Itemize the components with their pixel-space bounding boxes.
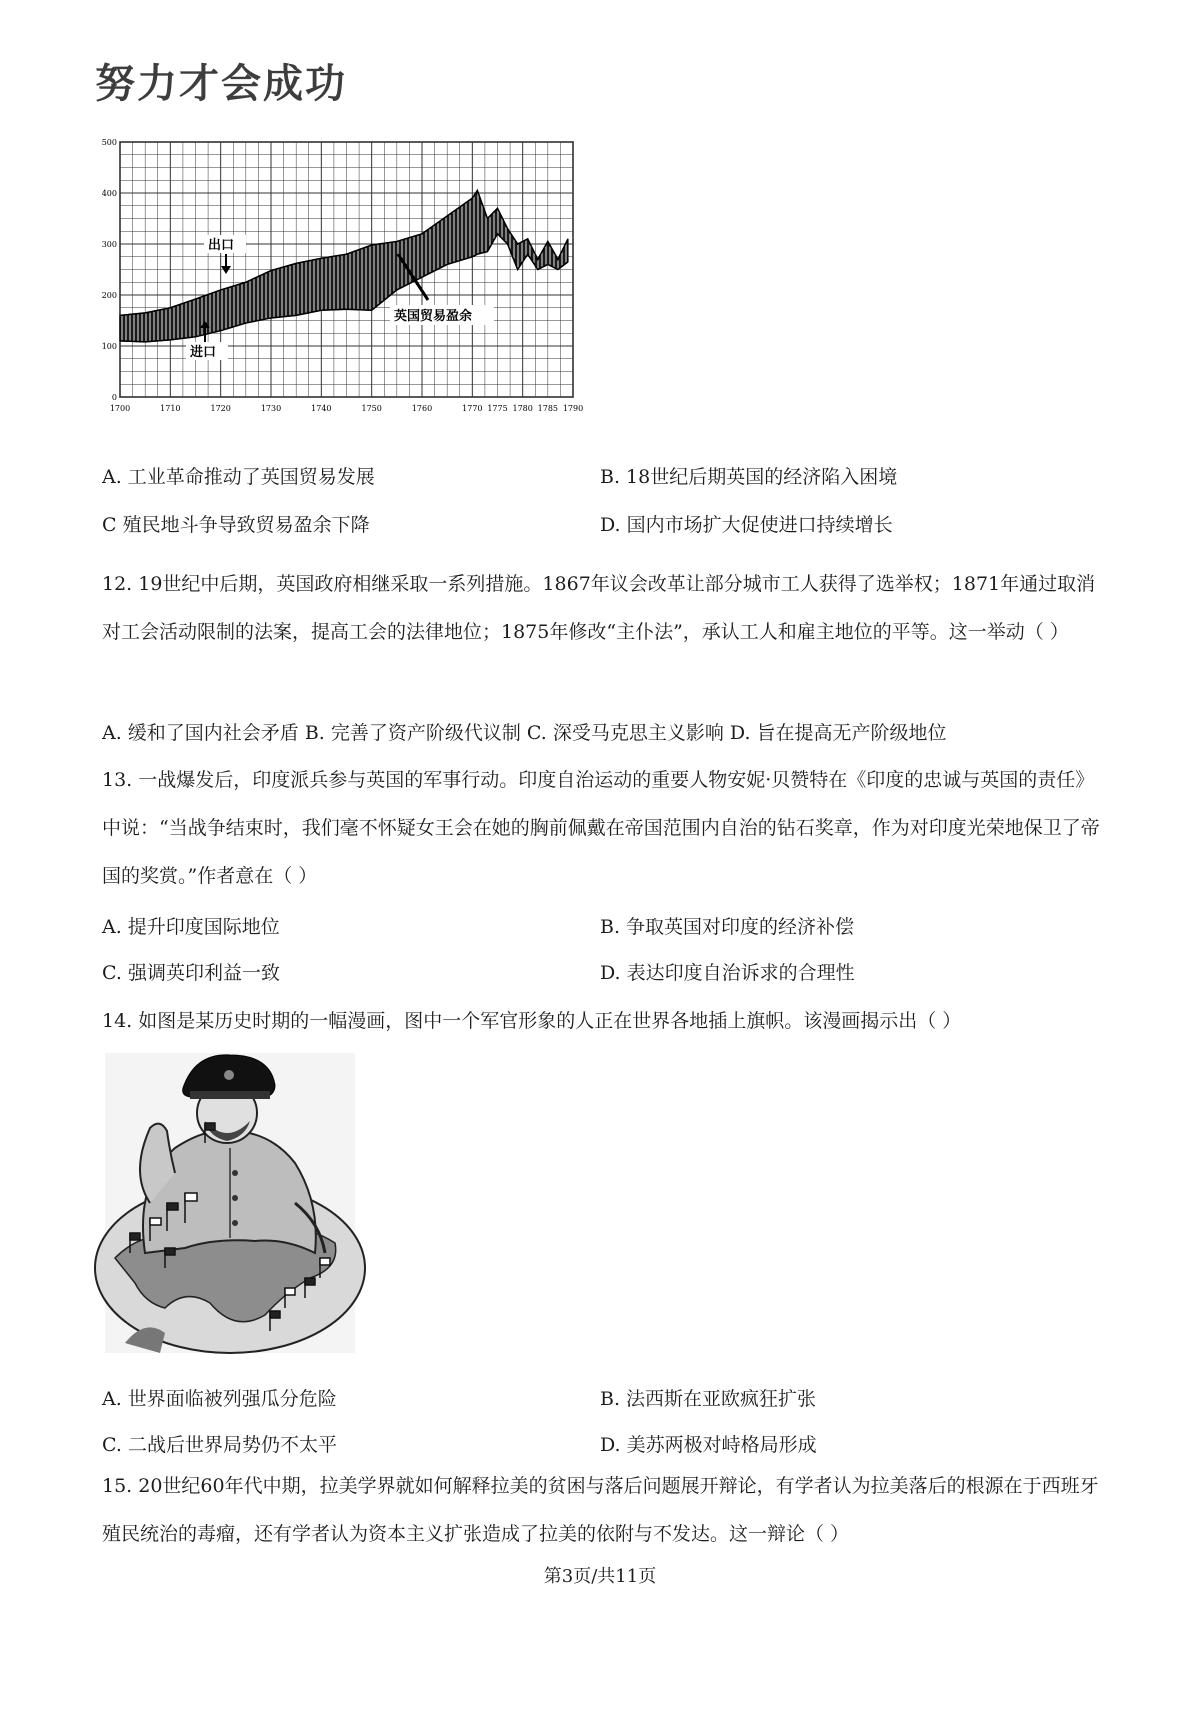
x-tick-label: 1730 xyxy=(260,404,282,413)
x-tick-label: 1775 xyxy=(487,404,508,413)
trade-surplus-area xyxy=(120,190,568,341)
trade-chart-svg xyxy=(101,132,648,422)
q14-stem: 14. 如图是某历史时期的一幅漫画，图中一个军官形象的人正在世界各地插上旗帜。该漫画揭示出（ ） xyxy=(102,1010,962,1032)
q13-stem: 13. 一战爆发后，印度派兵参与英国的军事行动。印度自治运动的重要人物安妮·贝赞特在《印度的忠诚与英国的责任》中说：“当战争结束时，我们毫不怀疑女王会在她的胸前佩戴在帝国范围内自治的钻石奖章，作为对印度光荣地保卫了帝国的奖赏。”作者意在（ ） xyxy=(102,769,1100,887)
y-tick-label: 300 xyxy=(101,240,117,249)
q13-option-b[interactable]: B. 争取英国对印度的经济补偿 xyxy=(600,916,855,938)
x-tick-label: 1740 xyxy=(311,404,332,413)
officer-cartoon xyxy=(105,1053,355,1357)
y-tick-label: 400 xyxy=(101,189,117,198)
q13-option-a[interactable]: A. 提升印度国际地位 xyxy=(102,916,280,938)
q15-stem: 15. 20世纪60年代中期，拉美学界就如何解释拉美的贫困与落后问题展开辩论，有学者认为拉美落后的根源在于西班牙殖民统治的毒瘤，还有学者认为资本主义扩张造成了拉美的依附与不发达。这一辩论（ ） xyxy=(102,1475,1099,1545)
x-tick-label: 1770 xyxy=(462,404,483,413)
q13-option-c[interactable]: C. 强调英印利益一致 xyxy=(102,962,280,984)
x-tick-label: 1720 xyxy=(210,404,231,413)
cartoon-illustration xyxy=(105,1053,355,1353)
q12-stem: 12. 19世纪中后期，英国政府相继采取一系列措施。1867年议会改革让部分城市工人获得了选举权；1871年通过取消对工会活动限制的法案，提高工会的法律地位；1875年修改“主仆法”，承认工人和雇主地位的平等。这一举动（ ） xyxy=(102,573,1096,643)
x-tick-label: 1760 xyxy=(411,404,433,413)
export-arrow-head xyxy=(221,266,231,274)
q14-option-d[interactable]: D. 美苏两极对峙格局形成 xyxy=(600,1434,817,1456)
surplus-label: 英国贸易盈余 xyxy=(394,309,473,324)
x-tick-label: 1780 xyxy=(512,404,533,413)
q14-option-a[interactable]: A. 世界面临被列强瓜分危险 xyxy=(102,1388,337,1410)
export-label: 出口 xyxy=(208,238,235,253)
trade-chart xyxy=(101,132,648,426)
q14-option-c[interactable]: C. 二战后世界局势仍不太平 xyxy=(102,1434,337,1456)
q12-options[interactable]: A. 缓和了国内社会矛盾 B. 完善了资产阶级代议制 C. 深受马克思主义影响 D. 旨在提高无产阶级地位 xyxy=(102,722,947,744)
x-tick-label: 1785 xyxy=(537,404,559,413)
q14-option-b[interactable]: B. 法西斯在亚欧疯狂扩张 xyxy=(600,1388,817,1410)
import-label: 进口 xyxy=(190,345,217,360)
y-tick-label: 500 xyxy=(101,138,117,147)
export-annotation xyxy=(204,235,246,274)
header-title: 努力才会成功 xyxy=(95,61,347,107)
y-tick-label: 100 xyxy=(101,342,117,351)
x-tick-label: 1750 xyxy=(361,404,382,413)
q11-option-d[interactable]: D. 国内市场扩大促使进口持续增长 xyxy=(600,514,893,536)
x-tick-label: 1710 xyxy=(160,404,181,413)
q11-option-c[interactable]: C 殖民地斗争导致贸易盈余下降 xyxy=(102,514,370,536)
y-tick-label: 200 xyxy=(101,291,117,300)
x-tick-label: 1700 xyxy=(109,404,131,413)
x-tick-label: 1790 xyxy=(562,404,584,413)
q11-option-a[interactable]: A. 工业革命推动了英国贸易发展 xyxy=(102,466,375,488)
q11-option-b[interactable]: B. 18世纪后期英国的经济陷入困境 xyxy=(600,466,898,488)
q13-option-d[interactable]: D. 表达印度自治诉求的合理性 xyxy=(600,962,855,984)
y-tick-label: 0 xyxy=(111,393,117,402)
page-footer: 第3页/共11页 xyxy=(543,1566,657,1587)
